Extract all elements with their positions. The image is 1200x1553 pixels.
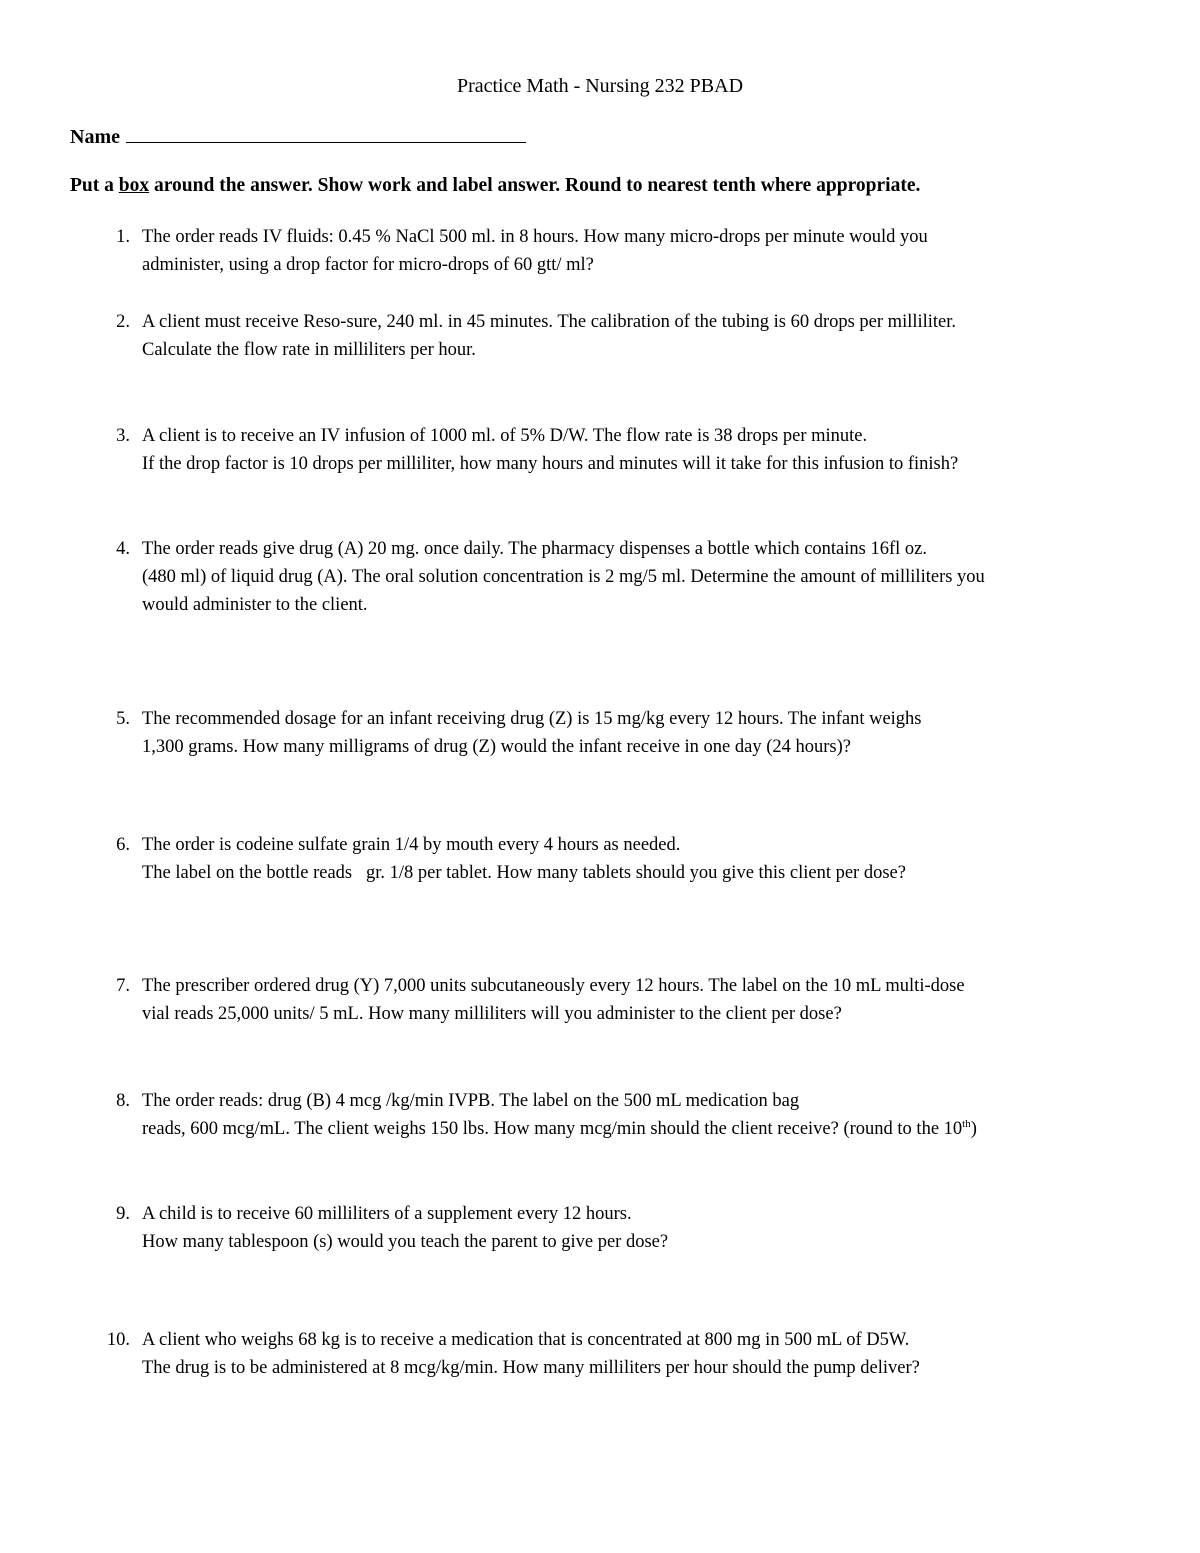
question-text	[142, 535, 1142, 619]
question-number: 2.	[116, 312, 130, 332]
instructions	[70, 174, 920, 198]
page-title: Practice Math - Nursing 232 PBAD	[456, 75, 744, 97]
question-number: 5.	[116, 709, 130, 729]
instructions-before: Put a	[70, 175, 119, 196]
question-text	[142, 223, 1142, 279]
question-text	[142, 972, 1142, 1028]
question-text	[142, 1326, 1142, 1382]
question-line: The drug is to be administered at 8 mcg/kg/min. How many milliliters per hour should the pump deliver?	[142, 1358, 920, 1378]
question-number: 8.	[116, 1091, 130, 1111]
question-line: The prescriber ordered drug (Y) 7,000 units subcutaneously every 12 hours. The label on the 10 mL multi-dose	[142, 976, 965, 996]
question-line: Calculate the flow rate in milliliters per hour.	[142, 340, 476, 360]
question-line: 1,300 grams. How many milligrams of drug (Z) would the infant receive in one day (24 hours)?	[142, 737, 851, 757]
question-number: 1.	[116, 227, 130, 247]
question-line-text: reads, 600 mcg/mL. The client weighs 150 lbs. How many mcg/min should the client receive? (round to the 10	[142, 1119, 963, 1139]
name-label: Name	[70, 126, 120, 148]
instructions-after: around the answer. Show work and label answer. Round to nearest tenth where appropriate.	[149, 175, 921, 196]
question-line: A client is to receive an IV infusion of 1000 ml. of 5% D/W. The flow rate is 38 drops per minute.	[142, 426, 868, 446]
closing-paren: )	[970, 1119, 977, 1139]
question-number: 9.	[116, 1204, 130, 1224]
ordinal-superscript: th	[962, 1118, 971, 1130]
question-number: 3.	[116, 426, 130, 446]
question-line: The order reads IV fluids: 0.45 % NaCl 500 ml. in 8 hours. How many micro-drops per minute would you	[142, 227, 928, 247]
name-field	[70, 124, 526, 149]
question-line: (480 ml) of liquid drug (A). The oral solution concentration is 2 mg/5 ml. Determine the amount of milliliters you	[142, 567, 985, 587]
question-line: A client who weighs 68 kg is to receive a medication that is concentrated at 800 mg in 500 mL of D5W.	[142, 1330, 910, 1350]
question-text	[142, 831, 1142, 887]
question-line: would administer to the client.	[142, 595, 368, 615]
question-number: 4.	[116, 539, 130, 559]
question-line: The order is codeine sulfate grain 1/4 by mouth every 4 hours as needed.	[142, 835, 681, 855]
question-line: A child is to receive 60 milliliters of a supplement every 12 hours.	[142, 1204, 632, 1224]
question-line: If the drop factor is 10 drops per milliliter, how many hours and minutes will it take for this infusion to finish?	[142, 454, 959, 474]
question-number: 6.	[116, 835, 130, 855]
question-line: administer, using a drop factor for micro-drops of 60 gtt/ ml?	[142, 255, 594, 275]
question-number: 7.	[116, 976, 130, 996]
question-number: 10.	[106, 1330, 130, 1350]
question-line: The label on the bottle reads gr. 1/8 per tablet. How many tablets should you give this client per dose?	[142, 863, 906, 883]
question-text	[142, 1200, 1142, 1256]
question-line: The order reads: drug (B) 4 mcg /kg/min IVPB. The label on the 500 mL medication bag	[142, 1091, 800, 1111]
question-line: The order reads give drug (A) 20 mg. once daily. The pharmacy dispenses a bottle which contains 16fl oz.	[142, 539, 927, 559]
instructions-underlined: box	[118, 175, 150, 196]
question-line: The recommended dosage for an infant receiving drug (Z) is 15 mg/kg every 12 hours. The infant weighs	[142, 709, 922, 729]
question-line: vial reads 25,000 units/ 5 mL. How many milliliters will you administer to the client per dose?	[142, 1004, 842, 1024]
question-line: How many tablespoon (s) would you teach the parent to give per dose?	[142, 1232, 669, 1252]
question-line: A client must receive Reso-sure, 240 ml. in 45 minutes. The calibration of the tubing is 60 drops per milliliter.	[142, 312, 957, 332]
question-text	[142, 1087, 1142, 1143]
question-line	[142, 1115, 1142, 1143]
name-blank-line	[126, 124, 526, 143]
question-text	[142, 705, 1142, 761]
question-text	[142, 422, 1142, 478]
question-text	[142, 308, 1142, 364]
